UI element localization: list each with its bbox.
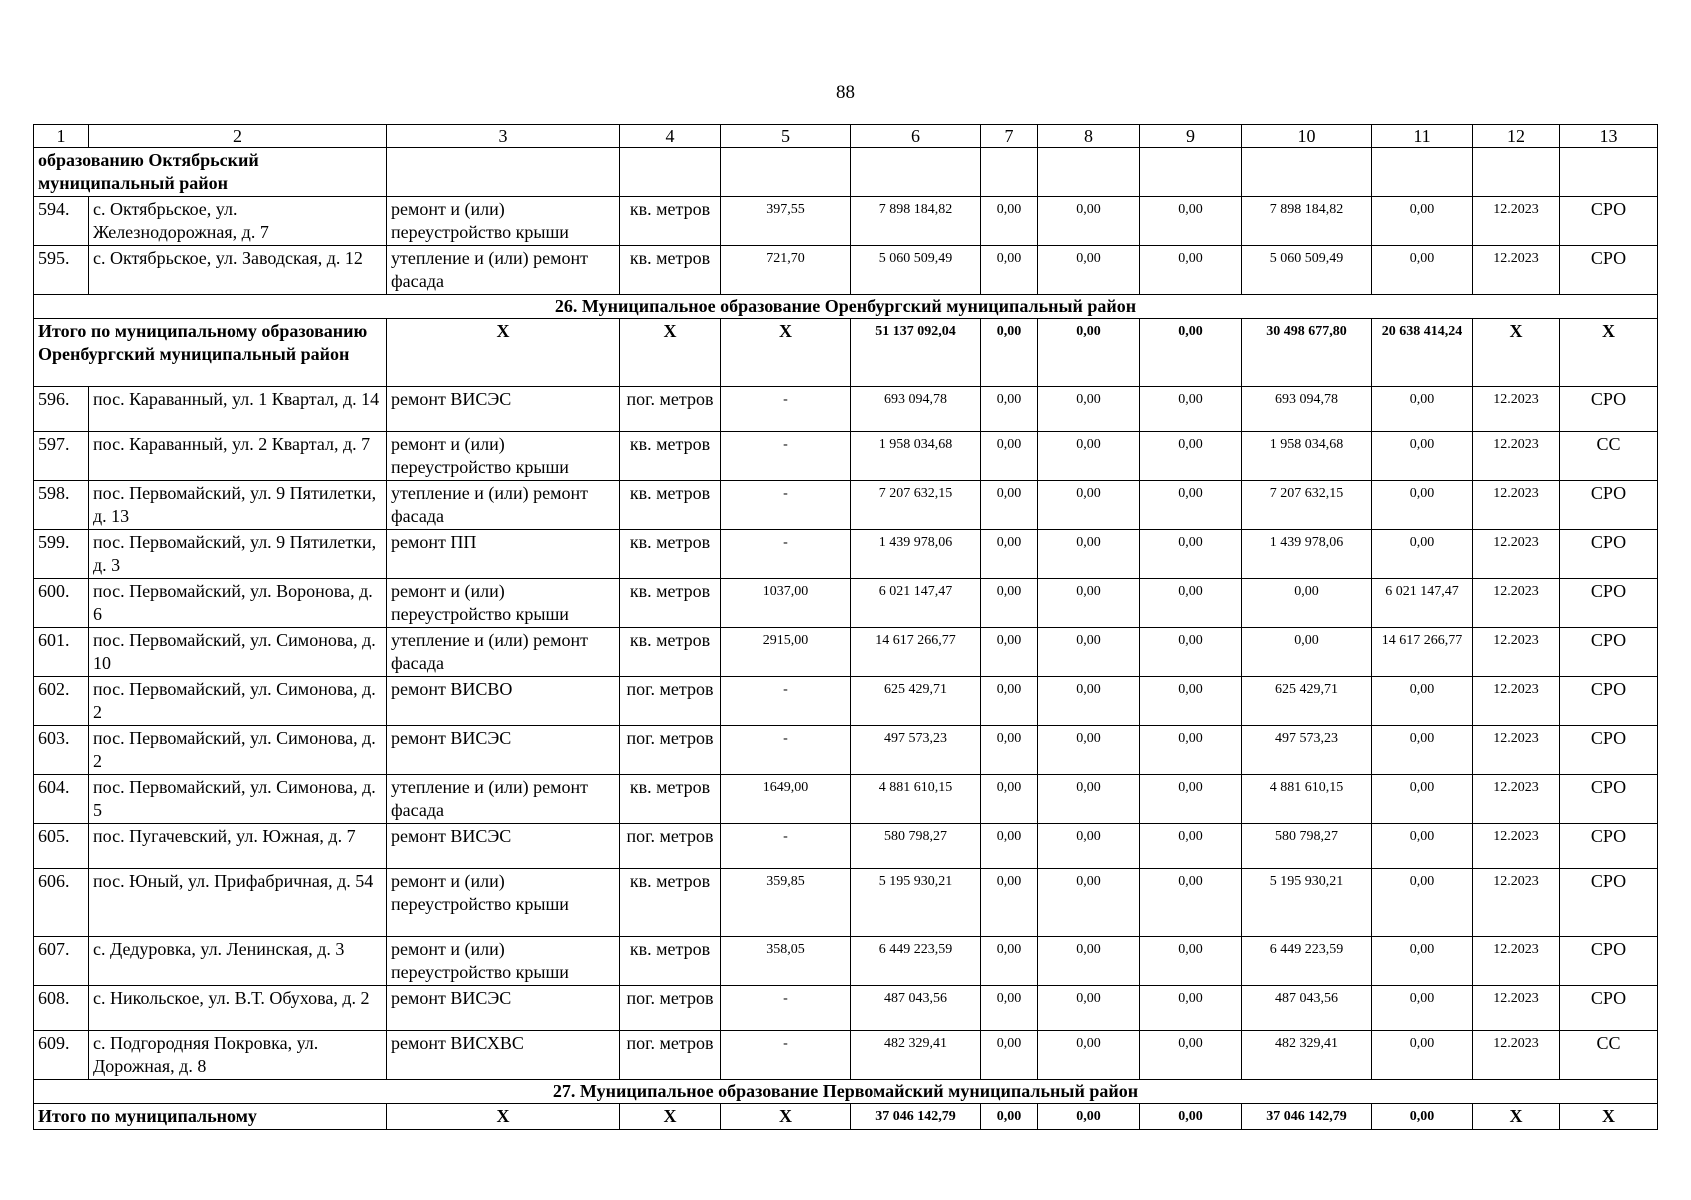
total-cell: X <box>1473 1104 1560 1130</box>
work-type-cell: ремонт ВИСЭС <box>387 726 620 775</box>
header-cell: 3 <box>387 125 620 148</box>
method-cell: СРО <box>1560 628 1658 677</box>
address-cell: с. Октябрьское, ул. Заводская, д. 12 <box>89 246 387 295</box>
empty-cell <box>1473 148 1560 197</box>
row-number: 602. <box>34 677 89 726</box>
total-cost-cell: 580 798,27 <box>851 824 981 869</box>
unit-cell: пог. метров <box>620 387 721 432</box>
total-label: Итого по муниципальному образованию Оренбургский муниципальный район <box>34 319 387 387</box>
value-cell: 0,00 <box>1372 986 1473 1031</box>
total-cell: X <box>387 1104 620 1130</box>
row-number: 604. <box>34 775 89 824</box>
area-cell: - <box>721 726 851 775</box>
area-cell: - <box>721 986 851 1031</box>
value-cell: 0,00 <box>981 387 1038 432</box>
value-cell: 0,00 <box>981 824 1038 869</box>
value-cell: 0,00 <box>1038 677 1140 726</box>
value-cell: 482 329,41 <box>1242 1031 1372 1080</box>
empty-cell <box>851 148 981 197</box>
value-cell: 4 881 610,15 <box>1242 775 1372 824</box>
unit-cell: пог. метров <box>620 986 721 1031</box>
address-cell: пос. Юный, ул. Прифабричная, д. 54 <box>89 869 387 937</box>
total-cost-cell: 6 021 147,47 <box>851 579 981 628</box>
value-cell: 0,00 <box>1372 937 1473 986</box>
row-number: 599. <box>34 530 89 579</box>
value-cell: 0,00 <box>1038 869 1140 937</box>
work-type-cell: утепление и (или) ремонт фасада <box>387 628 620 677</box>
method-cell: СРО <box>1560 530 1658 579</box>
section-row <box>34 1080 1658 1104</box>
value-cell: 6 021 147,47 <box>1372 579 1473 628</box>
value-cell: 0,00 <box>1372 677 1473 726</box>
value-cell: 0,00 <box>1038 1031 1140 1080</box>
value-cell: 0,00 <box>1140 628 1242 677</box>
deadline-cell: 12.2023 <box>1473 197 1560 246</box>
area-cell: 397,55 <box>721 197 851 246</box>
value-cell: 0,00 <box>1140 869 1242 937</box>
continuation-label: образованию Октябрьский муниципальный район <box>34 148 387 197</box>
value-cell: 0,00 <box>1140 677 1242 726</box>
value-cell: 0,00 <box>1038 824 1140 869</box>
value-cell: 0,00 <box>981 579 1038 628</box>
value-cell: 0,00 <box>1372 481 1473 530</box>
value-cell: 0,00 <box>1372 432 1473 481</box>
value-cell: 0,00 <box>981 677 1038 726</box>
deadline-cell: 12.2023 <box>1473 579 1560 628</box>
unit-cell: кв. метров <box>620 869 721 937</box>
value-cell: 1 958 034,68 <box>1242 432 1372 481</box>
total-cell: 51 137 092,04 <box>851 319 981 387</box>
value-cell: 7 898 184,82 <box>1242 197 1372 246</box>
work-type-cell: ремонт и (или) переустройство крыши <box>387 869 620 937</box>
area-cell: - <box>721 1031 851 1080</box>
total-cost-cell: 1 958 034,68 <box>851 432 981 481</box>
row-number: 607. <box>34 937 89 986</box>
value-cell: 0,00 <box>1038 628 1140 677</box>
table-row <box>34 986 1658 1031</box>
empty-cell <box>981 148 1038 197</box>
continuation-row <box>34 148 1658 197</box>
total-cost-cell: 1 439 978,06 <box>851 530 981 579</box>
table-row <box>34 677 1658 726</box>
work-type-cell: ремонт ВИСЭС <box>387 986 620 1031</box>
table-row <box>34 937 1658 986</box>
header-cell: 8 <box>1038 125 1140 148</box>
total-cell: 20 638 414,24 <box>1372 319 1473 387</box>
method-cell: СРО <box>1560 677 1658 726</box>
address-cell: пос. Первомайский, ул. 9 Пятилетки, д. 3 <box>89 530 387 579</box>
total-cost-cell: 5 195 930,21 <box>851 869 981 937</box>
value-cell: 0,00 <box>981 432 1038 481</box>
empty-cell <box>1140 148 1242 197</box>
total-cell: 0,00 <box>1372 1104 1473 1130</box>
unit-cell: пог. метров <box>620 726 721 775</box>
unit-cell: кв. метров <box>620 628 721 677</box>
value-cell: 0,00 <box>1038 986 1140 1031</box>
value-cell: 0,00 <box>981 246 1038 295</box>
work-type-cell: утепление и (или) ремонт фасада <box>387 775 620 824</box>
deadline-cell: 12.2023 <box>1473 986 1560 1031</box>
header-cell: 5 <box>721 125 851 148</box>
total-row <box>34 319 1658 387</box>
work-type-cell: ремонт ВИСХВС <box>387 1031 620 1080</box>
value-cell: 0,00 <box>1372 869 1473 937</box>
value-cell: 0,00 <box>1140 824 1242 869</box>
unit-cell: пог. метров <box>620 677 721 726</box>
empty-cell <box>1242 148 1372 197</box>
row-number: 597. <box>34 432 89 481</box>
deadline-cell: 12.2023 <box>1473 246 1560 295</box>
unit-cell: кв. метров <box>620 197 721 246</box>
total-cell: 0,00 <box>1140 1104 1242 1130</box>
area-cell: 721,70 <box>721 246 851 295</box>
row-number: 608. <box>34 986 89 1031</box>
total-cost-cell: 6 449 223,59 <box>851 937 981 986</box>
method-cell: СРО <box>1560 387 1658 432</box>
value-cell: 497 573,23 <box>1242 726 1372 775</box>
header-cell: 1 <box>34 125 89 148</box>
deadline-cell: 12.2023 <box>1473 628 1560 677</box>
deadline-cell: 12.2023 <box>1473 432 1560 481</box>
total-cell: X <box>387 319 620 387</box>
row-number: 600. <box>34 579 89 628</box>
value-cell: 0,00 <box>1038 387 1140 432</box>
value-cell: 0,00 <box>1140 197 1242 246</box>
work-type-cell: ремонт и (или) переустройство крыши <box>387 579 620 628</box>
total-cell: 37 046 142,79 <box>851 1104 981 1130</box>
deadline-cell: 12.2023 <box>1473 530 1560 579</box>
total-cell: 0,00 <box>1140 319 1242 387</box>
work-type-cell: ремонт ВИСЭС <box>387 824 620 869</box>
header-cell: 13 <box>1560 125 1658 148</box>
method-cell: СРО <box>1560 481 1658 530</box>
works-table <box>33 124 1658 1130</box>
work-type-cell: ремонт ВИСЭС <box>387 387 620 432</box>
unit-cell: кв. метров <box>620 432 721 481</box>
value-cell: 0,00 <box>1038 197 1140 246</box>
method-cell: СС <box>1560 432 1658 481</box>
total-cost-cell: 7 898 184,82 <box>851 197 981 246</box>
address-cell: с. Подгородняя Покровка, ул. Дорожная, д. 8 <box>89 1031 387 1080</box>
value-cell: 0,00 <box>981 726 1038 775</box>
empty-cell <box>1372 148 1473 197</box>
table-row <box>34 726 1658 775</box>
empty-cell <box>1560 148 1658 197</box>
value-cell: 693 094,78 <box>1242 387 1372 432</box>
deadline-cell: 12.2023 <box>1473 726 1560 775</box>
value-cell: 625 429,71 <box>1242 677 1372 726</box>
value-cell: 0,00 <box>1372 197 1473 246</box>
unit-cell: кв. метров <box>620 579 721 628</box>
value-cell: 0,00 <box>981 986 1038 1031</box>
area-cell: - <box>721 677 851 726</box>
header-cell: 6 <box>851 125 981 148</box>
value-cell: 0,00 <box>1038 579 1140 628</box>
header-cell: 2 <box>89 125 387 148</box>
address-cell: пос. Первомайский, ул. Симонова, д. 10 <box>89 628 387 677</box>
value-cell: 0,00 <box>1038 530 1140 579</box>
area-cell: 1649,00 <box>721 775 851 824</box>
table-row <box>34 1031 1658 1080</box>
table-body <box>34 125 1658 1130</box>
total-cell: X <box>1560 319 1658 387</box>
value-cell: 0,00 <box>1372 1031 1473 1080</box>
total-cell: 0,00 <box>981 1104 1038 1130</box>
total-row <box>34 1104 1658 1130</box>
total-cost-cell: 487 043,56 <box>851 986 981 1031</box>
total-cell: 0,00 <box>1038 319 1140 387</box>
total-cell: X <box>1560 1104 1658 1130</box>
table-row <box>34 387 1658 432</box>
value-cell: 0,00 <box>1372 824 1473 869</box>
row-number: 595. <box>34 246 89 295</box>
value-cell: 0,00 <box>981 197 1038 246</box>
value-cell: 0,00 <box>981 530 1038 579</box>
total-cell: X <box>620 319 721 387</box>
deadline-cell: 12.2023 <box>1473 869 1560 937</box>
method-cell: СРО <box>1560 775 1658 824</box>
address-cell: с. Дедуровка, ул. Ленинская, д. 3 <box>89 937 387 986</box>
method-cell: СРО <box>1560 824 1658 869</box>
area-cell: - <box>721 481 851 530</box>
value-cell: 0,00 <box>1140 1031 1242 1080</box>
total-cost-cell: 14 617 266,77 <box>851 628 981 677</box>
header-cell: 7 <box>981 125 1038 148</box>
area-cell: - <box>721 387 851 432</box>
total-label: Итого по муниципальному <box>34 1104 387 1130</box>
unit-cell: пог. метров <box>620 824 721 869</box>
row-number: 606. <box>34 869 89 937</box>
table-row <box>34 869 1658 937</box>
unit-cell: кв. метров <box>620 246 721 295</box>
deadline-cell: 12.2023 <box>1473 775 1560 824</box>
address-cell: пос. Первомайский, ул. Симонова, д. 5 <box>89 775 387 824</box>
table-row <box>34 775 1658 824</box>
value-cell: 0,00 <box>981 775 1038 824</box>
unit-cell: кв. метров <box>620 937 721 986</box>
value-cell: 0,00 <box>1140 530 1242 579</box>
value-cell: 0,00 <box>1140 775 1242 824</box>
table-row <box>34 481 1658 530</box>
section-title: 26. Муниципальное образование Оренбургский муниципальный район <box>34 295 1658 319</box>
section-row <box>34 295 1658 319</box>
table-row <box>34 579 1658 628</box>
value-cell: 0,00 <box>1038 481 1140 530</box>
value-cell: 0,00 <box>1038 937 1140 986</box>
total-cell: X <box>721 319 851 387</box>
deadline-cell: 12.2023 <box>1473 481 1560 530</box>
unit-cell: кв. метров <box>620 481 721 530</box>
page-number: 88 <box>836 82 855 103</box>
value-cell: 0,00 <box>1038 246 1140 295</box>
total-cost-cell: 5 060 509,49 <box>851 246 981 295</box>
method-cell: СРО <box>1560 869 1658 937</box>
value-cell: 0,00 <box>1038 775 1140 824</box>
value-cell: 0,00 <box>1372 246 1473 295</box>
value-cell: 5 060 509,49 <box>1242 246 1372 295</box>
value-cell: 0,00 <box>981 869 1038 937</box>
value-cell: 0,00 <box>1140 246 1242 295</box>
total-cell: 0,00 <box>1038 1104 1140 1130</box>
value-cell: 0,00 <box>981 628 1038 677</box>
value-cell: 0,00 <box>1372 775 1473 824</box>
row-number: 601. <box>34 628 89 677</box>
area-cell: 1037,00 <box>721 579 851 628</box>
deadline-cell: 12.2023 <box>1473 824 1560 869</box>
work-type-cell: ремонт и (или) переустройство крыши <box>387 197 620 246</box>
value-cell: 0,00 <box>1140 387 1242 432</box>
value-cell: 6 449 223,59 <box>1242 937 1372 986</box>
value-cell: 7 207 632,15 <box>1242 481 1372 530</box>
method-cell: СРО <box>1560 579 1658 628</box>
value-cell: 0,00 <box>1372 530 1473 579</box>
table-row <box>34 197 1658 246</box>
method-cell: СРО <box>1560 937 1658 986</box>
address-cell: пос. Караванный, ул. 1 Квартал, д. 14 <box>89 387 387 432</box>
work-type-cell: ремонт ВИСВО <box>387 677 620 726</box>
work-type-cell: ремонт и (или) переустройство крыши <box>387 432 620 481</box>
row-number: 609. <box>34 1031 89 1080</box>
table-row <box>34 246 1658 295</box>
row-number: 605. <box>34 824 89 869</box>
value-cell: 487 043,56 <box>1242 986 1372 1031</box>
table-row <box>34 432 1658 481</box>
work-type-cell: утепление и (или) ремонт фасада <box>387 481 620 530</box>
value-cell: 0,00 <box>1140 432 1242 481</box>
total-cell: X <box>620 1104 721 1130</box>
total-cost-cell: 625 429,71 <box>851 677 981 726</box>
total-cost-cell: 482 329,41 <box>851 1031 981 1080</box>
section-title: 27. Муниципальное образование Первомайский муниципальный район <box>34 1080 1658 1104</box>
value-cell: 14 617 266,77 <box>1372 628 1473 677</box>
address-cell: с. Никольское, ул. В.Т. Обухова, д. 2 <box>89 986 387 1031</box>
total-cell: X <box>1473 319 1560 387</box>
address-cell: пос. Первомайский, ул. 9 Пятилетки, д. 13 <box>89 481 387 530</box>
unit-cell: кв. метров <box>620 530 721 579</box>
value-cell: 0,00 <box>1140 986 1242 1031</box>
method-cell: СРО <box>1560 246 1658 295</box>
work-type-cell: ремонт ПП <box>387 530 620 579</box>
total-cost-cell: 693 094,78 <box>851 387 981 432</box>
method-cell: СС <box>1560 1031 1658 1080</box>
total-cell: X <box>721 1104 851 1130</box>
row-number: 598. <box>34 481 89 530</box>
area-cell: 359,85 <box>721 869 851 937</box>
area-cell: - <box>721 432 851 481</box>
deadline-cell: 12.2023 <box>1473 937 1560 986</box>
value-cell: 1 439 978,06 <box>1242 530 1372 579</box>
empty-cell <box>721 148 851 197</box>
area-cell: 358,05 <box>721 937 851 986</box>
value-cell: 0,00 <box>1140 726 1242 775</box>
area-cell: - <box>721 824 851 869</box>
row-number: 596. <box>34 387 89 432</box>
value-cell: 0,00 <box>981 937 1038 986</box>
header-cell: 9 <box>1140 125 1242 148</box>
table-row <box>34 530 1658 579</box>
work-type-cell: утепление и (или) ремонт фасада <box>387 246 620 295</box>
header-cell: 4 <box>620 125 721 148</box>
address-cell: пос. Первомайский, ул. Воронова, д. 6 <box>89 579 387 628</box>
method-cell: СРО <box>1560 197 1658 246</box>
value-cell: 0,00 <box>1038 726 1140 775</box>
value-cell: 0,00 <box>1242 579 1372 628</box>
address-cell: пос. Первомайский, ул. Симонова, д. 2 <box>89 726 387 775</box>
total-cost-cell: 497 573,23 <box>851 726 981 775</box>
total-cell: 30 498 677,80 <box>1242 319 1372 387</box>
value-cell: 580 798,27 <box>1242 824 1372 869</box>
header-cell: 12 <box>1473 125 1560 148</box>
method-cell: СРО <box>1560 986 1658 1031</box>
empty-cell <box>387 148 620 197</box>
row-number: 603. <box>34 726 89 775</box>
deadline-cell: 12.2023 <box>1473 677 1560 726</box>
value-cell: 0,00 <box>1140 481 1242 530</box>
total-cost-cell: 4 881 610,15 <box>851 775 981 824</box>
value-cell: 0,00 <box>1242 628 1372 677</box>
empty-cell <box>1038 148 1140 197</box>
value-cell: 0,00 <box>981 1031 1038 1080</box>
address-cell: пос. Пугачевский, ул. Южная, д. 7 <box>89 824 387 869</box>
value-cell: 0,00 <box>1372 387 1473 432</box>
value-cell: 5 195 930,21 <box>1242 869 1372 937</box>
value-cell: 0,00 <box>1038 432 1140 481</box>
table-row <box>34 824 1658 869</box>
unit-cell: кв. метров <box>620 775 721 824</box>
method-cell: СРО <box>1560 726 1658 775</box>
table-row <box>34 628 1658 677</box>
value-cell: 0,00 <box>1140 579 1242 628</box>
total-cell: 0,00 <box>981 319 1038 387</box>
header-row <box>34 125 1658 148</box>
total-cell: 37 046 142,79 <box>1242 1104 1372 1130</box>
work-type-cell: ремонт и (или) переустройство крыши <box>387 937 620 986</box>
value-cell: 0,00 <box>981 481 1038 530</box>
area-cell: - <box>721 530 851 579</box>
address-cell: пос. Первомайский, ул. Симонова, д. 2 <box>89 677 387 726</box>
empty-cell <box>620 148 721 197</box>
header-cell: 11 <box>1372 125 1473 148</box>
header-cell: 10 <box>1242 125 1372 148</box>
deadline-cell: 12.2023 <box>1473 387 1560 432</box>
row-number: 594. <box>34 197 89 246</box>
value-cell: 0,00 <box>1140 937 1242 986</box>
address-cell: с. Октябрьское, ул. Железнодорожная, д. 7 <box>89 197 387 246</box>
address-cell: пос. Караванный, ул. 2 Квартал, д. 7 <box>89 432 387 481</box>
total-cost-cell: 7 207 632,15 <box>851 481 981 530</box>
deadline-cell: 12.2023 <box>1473 1031 1560 1080</box>
area-cell: 2915,00 <box>721 628 851 677</box>
value-cell: 0,00 <box>1372 726 1473 775</box>
unit-cell: пог. метров <box>620 1031 721 1080</box>
